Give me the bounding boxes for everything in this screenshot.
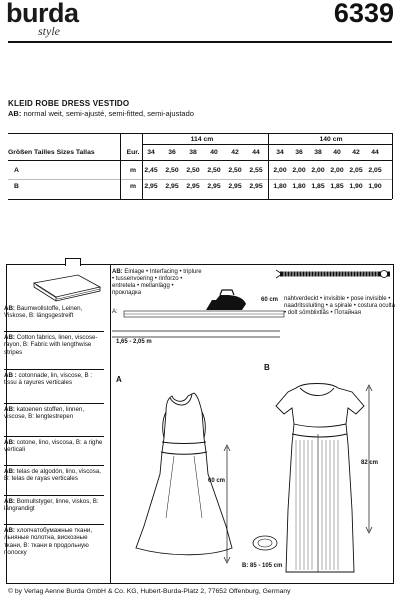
tape-icon xyxy=(124,311,286,319)
burda-logo xyxy=(6,0,79,38)
interfacing-note xyxy=(112,269,204,297)
interfacing-text: Einlage • Interfacing • triplure • tussenvoering • rinforzo • entretela • mellanlägg • прокладка xyxy=(112,269,202,296)
fabric-code: AB : xyxy=(4,372,17,379)
table-cell: 2,95 xyxy=(144,183,158,190)
table-divider xyxy=(268,133,269,199)
zip-length: 60 cm xyxy=(261,297,279,303)
fabric-text: telas de algodón, lino, viscosa, B: telas de rayas verticales xyxy=(4,468,102,483)
header-rule xyxy=(8,41,392,43)
fabric-divider xyxy=(4,436,104,437)
table-cell: 1,90 xyxy=(368,183,382,190)
table-cell: 1,80 xyxy=(292,183,306,190)
table-cell: 2,05 xyxy=(349,167,363,174)
copyright-footer: © by Verlag Aenne Burda GmbH & Co. KG, Hubert-Burda-Platz 2, 77652 Offenburg, Germany xyxy=(8,588,291,595)
table-cell: 2,00 xyxy=(311,167,325,174)
fabric-divider xyxy=(4,495,104,496)
fabric-code: AB: xyxy=(4,527,15,534)
interfacing-label: AB: xyxy=(112,269,123,275)
a-measure: 1,65 - 2,05 m xyxy=(116,339,152,345)
table-cell: 1,85 xyxy=(330,183,344,190)
table-cell: 1,85 xyxy=(311,183,325,190)
size-header-cell: 36 xyxy=(168,149,176,156)
unit-header: Eur. xyxy=(126,149,140,156)
belt-coil-icon xyxy=(250,533,280,553)
table-rule xyxy=(8,133,392,134)
size-header-cell: 42 xyxy=(352,149,360,156)
table-cell: 2,00 xyxy=(292,167,306,174)
table-cell: 2,95 xyxy=(165,183,179,190)
fabric-text: katoenen stoffen, linnen, viscose, B: lengtestrepen xyxy=(4,406,85,421)
fabric-text: Baumwollstoffe, Leinen, Viskose, B: längsgestreift xyxy=(4,305,83,320)
table-cell: A xyxy=(14,167,19,174)
fabric-divider xyxy=(4,465,104,466)
table-rule xyxy=(8,199,392,200)
table-cell: 2,50 xyxy=(186,167,200,174)
fabric-text: cotonnade, lin, viscose, B : tissu à rayures verticales xyxy=(4,372,93,387)
table-divider xyxy=(392,133,393,199)
fabric-text: cotone, lino, viscosa, B: a righe verticali xyxy=(4,439,103,454)
fabric-divider xyxy=(4,524,104,525)
zip-note: nahtverdeckt • invisible • pose invisible • naadritssluiting • a spirale • costura oculta • dolt sömblixtlås • Потайная xyxy=(284,296,395,316)
size-header-cell: 40 xyxy=(210,149,218,156)
table-cell: 1,80 xyxy=(273,183,287,190)
fabric-entry xyxy=(4,527,104,556)
fabric-entry xyxy=(4,372,104,387)
table-rule xyxy=(142,144,392,145)
table-cell: 2,95 xyxy=(186,183,200,190)
brand-sub: style xyxy=(38,24,60,38)
table-cell: 2,95 xyxy=(249,183,263,190)
fabric-divider xyxy=(4,369,104,370)
fabric-text: Cotton fabrics, linen, viscose-rayon, B: Fabric with lengthwise stripes xyxy=(4,334,98,356)
fabric-entry xyxy=(4,305,104,320)
fabric-code: AB: xyxy=(4,334,15,341)
a-label: A: xyxy=(112,309,118,315)
view-a-length: 60 cm xyxy=(208,478,226,484)
table-cell: 2,50 xyxy=(228,167,242,174)
width-140-header: 140 cm xyxy=(319,136,343,143)
size-header-label: Größen Tailles Sizes Tallas xyxy=(8,149,95,156)
brand-name: burda xyxy=(6,0,79,28)
fabric-entry xyxy=(4,498,104,513)
fit-variants-label: AB: xyxy=(8,109,22,118)
fabric-swatch-icon xyxy=(32,273,102,303)
table-cell: 1,90 xyxy=(349,183,363,190)
fabric-code: AB: xyxy=(4,439,15,446)
zipper-icon xyxy=(276,268,396,280)
view-a-label: A xyxy=(116,375,122,384)
table-cell: 2,00 xyxy=(273,167,287,174)
size-header-cell: 34 xyxy=(276,149,284,156)
fabric-text: хлопчатобумажные ткани, льняные полотна, вискозные ткани, B: ткани в продольную полоску xyxy=(4,527,93,556)
garment-title: KLEID ROBE DRESS VESTIDO xyxy=(8,99,130,108)
view-b-length: 82 cm xyxy=(361,460,379,466)
size-header-cell: 38 xyxy=(189,149,197,156)
length-arrow-icon xyxy=(222,445,232,565)
fabric-divider xyxy=(4,403,104,404)
view-b-belt: B: 85 - 105 cm xyxy=(242,563,283,569)
table-cell: 2,95 xyxy=(207,183,221,190)
table-rule xyxy=(8,160,392,161)
table-cell: 2,50 xyxy=(165,167,179,174)
size-header-cell: 44 xyxy=(252,149,260,156)
table-cell: m xyxy=(129,183,137,190)
width-114-header: 114 cm xyxy=(190,136,214,143)
table-cell: 2,95 xyxy=(228,183,242,190)
fabric-entry xyxy=(4,334,104,356)
table-cell: 2,45 xyxy=(144,167,158,174)
size-header-cell: 40 xyxy=(333,149,341,156)
fabric-code: AB: xyxy=(4,468,15,475)
table-cell: 2,00 xyxy=(330,167,344,174)
fabric-entry xyxy=(4,439,104,454)
dress-a-drawing xyxy=(112,378,262,578)
view-b-label: B xyxy=(264,363,270,372)
table-cell: m xyxy=(129,167,137,174)
size-header-cell: 38 xyxy=(314,149,322,156)
panel-divider xyxy=(110,264,111,584)
size-header-cell: 42 xyxy=(231,149,239,156)
table-cell: 2,55 xyxy=(249,167,263,174)
fit-description: normal weit, semi-ajusté, semi-fitted, semi-ajustado xyxy=(23,109,194,118)
table-divider xyxy=(142,133,143,199)
size-header-cell: 44 xyxy=(371,149,379,156)
table-cell: 2,50 xyxy=(207,167,221,174)
fabric-divider xyxy=(4,331,104,332)
fabric-code: AB: xyxy=(4,498,15,505)
table-rule xyxy=(8,179,392,180)
size-header-cell: 34 xyxy=(147,149,155,156)
fabric-entry xyxy=(4,406,104,421)
pattern-number: 6339 xyxy=(333,0,394,28)
fabric-code: AB: xyxy=(4,305,15,312)
fabric-text: Bomullstyger, linne, viskos, B: långrandigt xyxy=(4,498,99,513)
fabric-entry xyxy=(4,468,104,483)
size-header-cell: 36 xyxy=(295,149,303,156)
table-cell: 2,05 xyxy=(368,167,382,174)
panel-tab xyxy=(65,258,81,266)
garment-fit xyxy=(8,109,194,118)
table-cell: B xyxy=(14,183,19,190)
table-divider xyxy=(120,133,121,199)
fabric-code: AB: xyxy=(4,406,15,413)
